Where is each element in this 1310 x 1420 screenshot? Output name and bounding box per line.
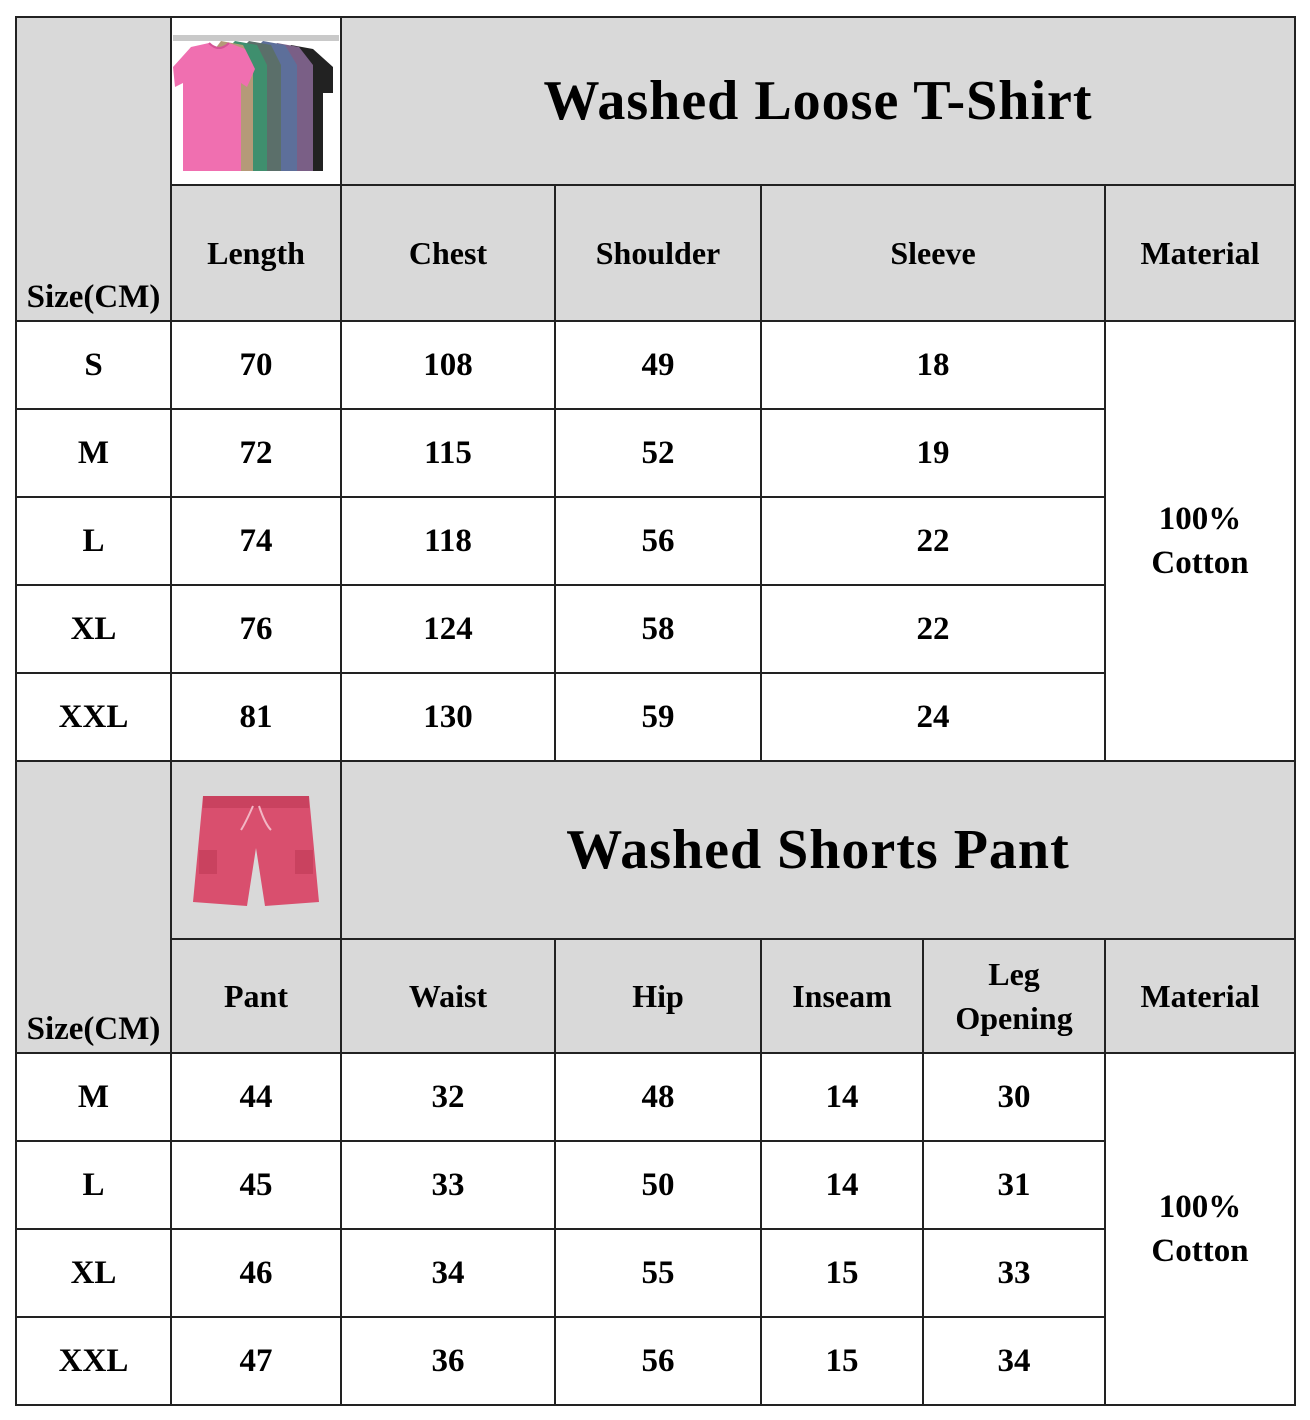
tshirt-chest: 130 <box>341 673 555 761</box>
tshirt-chest: 124 <box>341 585 555 673</box>
size-chart-table <box>15 16 1296 1406</box>
tshirt-material-percent: 100% <box>1158 501 1242 537</box>
shorts-title-cell <box>341 761 1295 939</box>
tshirt-material-fabric: Cotton <box>1151 545 1249 581</box>
tshirt-material-cell <box>1105 321 1295 761</box>
tshirt-row <box>16 673 1295 761</box>
tshirt-sleeve: 22 <box>761 585 1105 673</box>
shorts-pant: 46 <box>171 1229 341 1317</box>
tshirt-sleeve: 18 <box>761 321 1105 409</box>
shorts-header-inseam: Inseam <box>761 939 923 1053</box>
shorts-waist: 34 <box>341 1229 555 1317</box>
tshirt-length: 76 <box>171 585 341 673</box>
tshirt-chest: 108 <box>341 321 555 409</box>
tshirt-header-chest: Chest <box>341 185 555 321</box>
shorts-header-material: Material <box>1105 939 1295 1053</box>
shorts-pant: 47 <box>171 1317 341 1405</box>
tshirt-title: Washed Loose T-Shirt <box>543 70 1093 132</box>
shorts-leg-opening: 34 <box>923 1317 1105 1405</box>
shorts-waist: 36 <box>341 1317 555 1405</box>
tshirt-size: XL <box>16 585 171 673</box>
shorts-size: L <box>16 1141 171 1229</box>
tshirt-length: 74 <box>171 497 341 585</box>
tshirt-shoulder: 59 <box>555 673 761 761</box>
tshirt-shoulder: 49 <box>555 321 761 409</box>
shorts-size: M <box>16 1053 171 1141</box>
shorts-leg-opening: 33 <box>923 1229 1105 1317</box>
tshirt-header-sleeve: Sleeve <box>761 185 1105 321</box>
pink-shorts-image <box>191 790 321 910</box>
tshirt-size: M <box>16 409 171 497</box>
tshirt-size: XXL <box>16 673 171 761</box>
tshirt-sleeve: 19 <box>761 409 1105 497</box>
shorts-material-percent: 100% <box>1158 1189 1242 1225</box>
shorts-waist: 33 <box>341 1141 555 1229</box>
tshirt-sleeve: 24 <box>761 673 1105 761</box>
shorts-row <box>16 1229 1295 1317</box>
tshirt-header-length: Length <box>171 185 341 321</box>
shorts-hip: 48 <box>555 1053 761 1141</box>
tshirt-size-label-cell <box>16 17 171 321</box>
shorts-hip: 55 <box>555 1229 761 1317</box>
shorts-size: XL <box>16 1229 171 1317</box>
tshirt-stack-image <box>173 21 339 181</box>
tshirt-chest: 115 <box>341 409 555 497</box>
shorts-header-waist: Waist <box>341 939 555 1053</box>
shorts-image-cell <box>171 761 341 939</box>
shorts-hip: 56 <box>555 1317 761 1405</box>
tshirt-title-cell <box>341 17 1295 185</box>
shorts-header-leg-line2: Opening <box>955 1000 1073 1036</box>
shorts-waist: 32 <box>341 1053 555 1141</box>
shorts-size: XXL <box>16 1317 171 1405</box>
shorts-pant: 44 <box>171 1053 341 1141</box>
tshirt-shoulder: 56 <box>555 497 761 585</box>
shorts-inseam: 15 <box>761 1229 923 1317</box>
tshirt-size-label: Size(CM) <box>26 279 161 315</box>
shorts-row <box>16 1053 1295 1141</box>
tshirt-length: 72 <box>171 409 341 497</box>
shorts-header-leg-line1: Leg <box>988 956 1040 992</box>
tshirt-row <box>16 321 1295 409</box>
shorts-header-hip: Hip <box>555 939 761 1053</box>
shorts-size-label: Size(CM) <box>26 1011 161 1047</box>
shorts-inseam: 14 <box>761 1141 923 1229</box>
shorts-hip: 50 <box>555 1141 761 1229</box>
tshirt-row <box>16 409 1295 497</box>
tshirt-size: S <box>16 321 171 409</box>
shorts-size-label-cell <box>16 761 171 1053</box>
tshirt-header-material: Material <box>1105 185 1295 321</box>
tshirt-length: 81 <box>171 673 341 761</box>
tshirt-shoulder: 52 <box>555 409 761 497</box>
shorts-leg-opening: 31 <box>923 1141 1105 1229</box>
shorts-row <box>16 1317 1295 1405</box>
shorts-row <box>16 1141 1295 1229</box>
tshirt-image-cell <box>171 17 341 185</box>
tshirt-row <box>16 585 1295 673</box>
shorts-inseam: 15 <box>761 1317 923 1405</box>
tshirt-row <box>16 497 1295 585</box>
tshirt-shoulder: 58 <box>555 585 761 673</box>
tshirt-sleeve: 22 <box>761 497 1105 585</box>
shorts-title: Washed Shorts Pant <box>566 819 1070 881</box>
shorts-material-cell <box>1105 1053 1295 1405</box>
tshirt-size: L <box>16 497 171 585</box>
shorts-material-fabric: Cotton <box>1151 1233 1249 1269</box>
shorts-header-pant: Pant <box>171 939 341 1053</box>
shorts-inseam: 14 <box>761 1053 923 1141</box>
tshirt-chest: 118 <box>341 497 555 585</box>
shorts-leg-opening: 30 <box>923 1053 1105 1141</box>
shorts-header-leg-opening <box>923 939 1105 1053</box>
tshirt-header-shoulder: Shoulder <box>555 185 761 321</box>
shorts-pant: 45 <box>171 1141 341 1229</box>
tshirt-length: 70 <box>171 321 341 409</box>
